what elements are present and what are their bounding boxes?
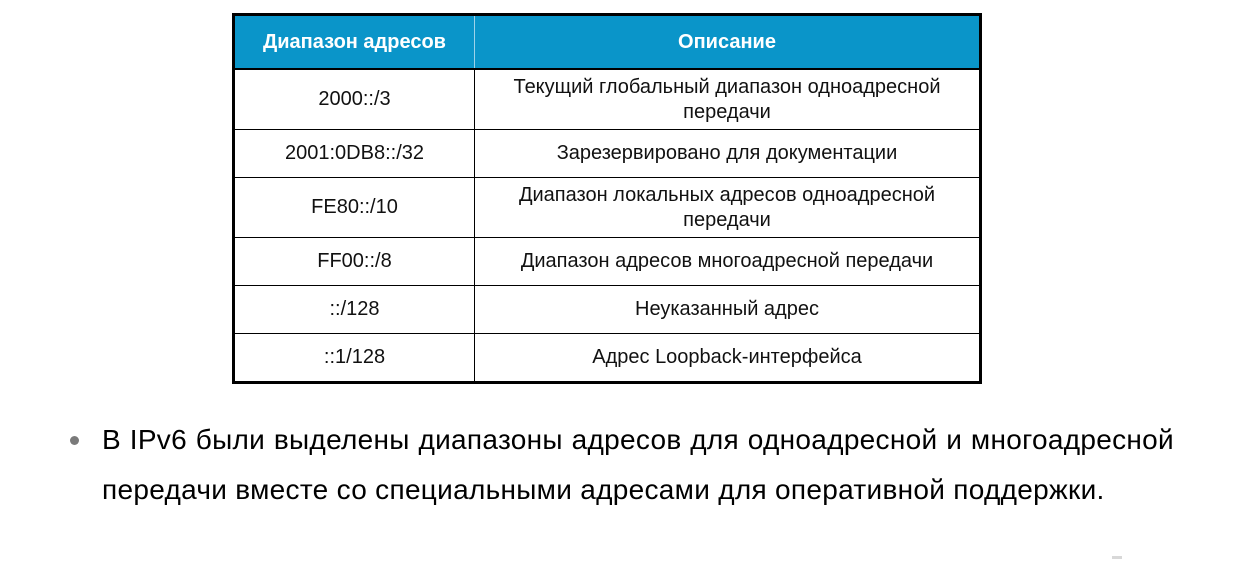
address-range-table-container: [232, 13, 979, 384]
address-range-cell: 2000::/3: [234, 69, 475, 130]
bullet-paragraph: В IPv6 были выделены диапазоны адресов для одноадресной и многоадресной передачи вместе со специальными адресами для оперативной поддержки.: [102, 424, 1174, 505]
address-range-cell: FF00::/8: [234, 238, 475, 286]
table-row: [234, 69, 981, 130]
table-header-row: [234, 15, 981, 70]
address-range-cell: ::1/128: [234, 334, 475, 383]
table-row: [234, 178, 981, 238]
slide-corner-mark: [1112, 556, 1122, 559]
description-cell: Зарезервировано для документации: [475, 130, 981, 178]
description-cell: Диапазон адресов многоадресной передачи: [475, 238, 981, 286]
header-address-range: Диапазон адресов: [234, 15, 475, 70]
table-row: [234, 238, 981, 286]
address-range-table: [232, 13, 982, 384]
bullet-dot-icon: [70, 436, 79, 445]
description-cell: Неуказанный адрес: [475, 286, 981, 334]
table-row: [234, 130, 981, 178]
address-range-cell: 2001:0DB8::/32: [234, 130, 475, 178]
address-range-cell: ::/128: [234, 286, 475, 334]
description-cell: Текущий глобальный диапазон одноадресной передачи: [475, 69, 981, 130]
address-range-cell: FE80::/10: [234, 178, 475, 238]
table-row: [234, 334, 981, 383]
table-row: [234, 286, 981, 334]
header-description: Описание: [475, 15, 981, 70]
description-cell: Адрес Loopback-интерфейса: [475, 334, 981, 383]
description-cell: Диапазон локальных адресов одноадресной передачи: [475, 178, 981, 238]
